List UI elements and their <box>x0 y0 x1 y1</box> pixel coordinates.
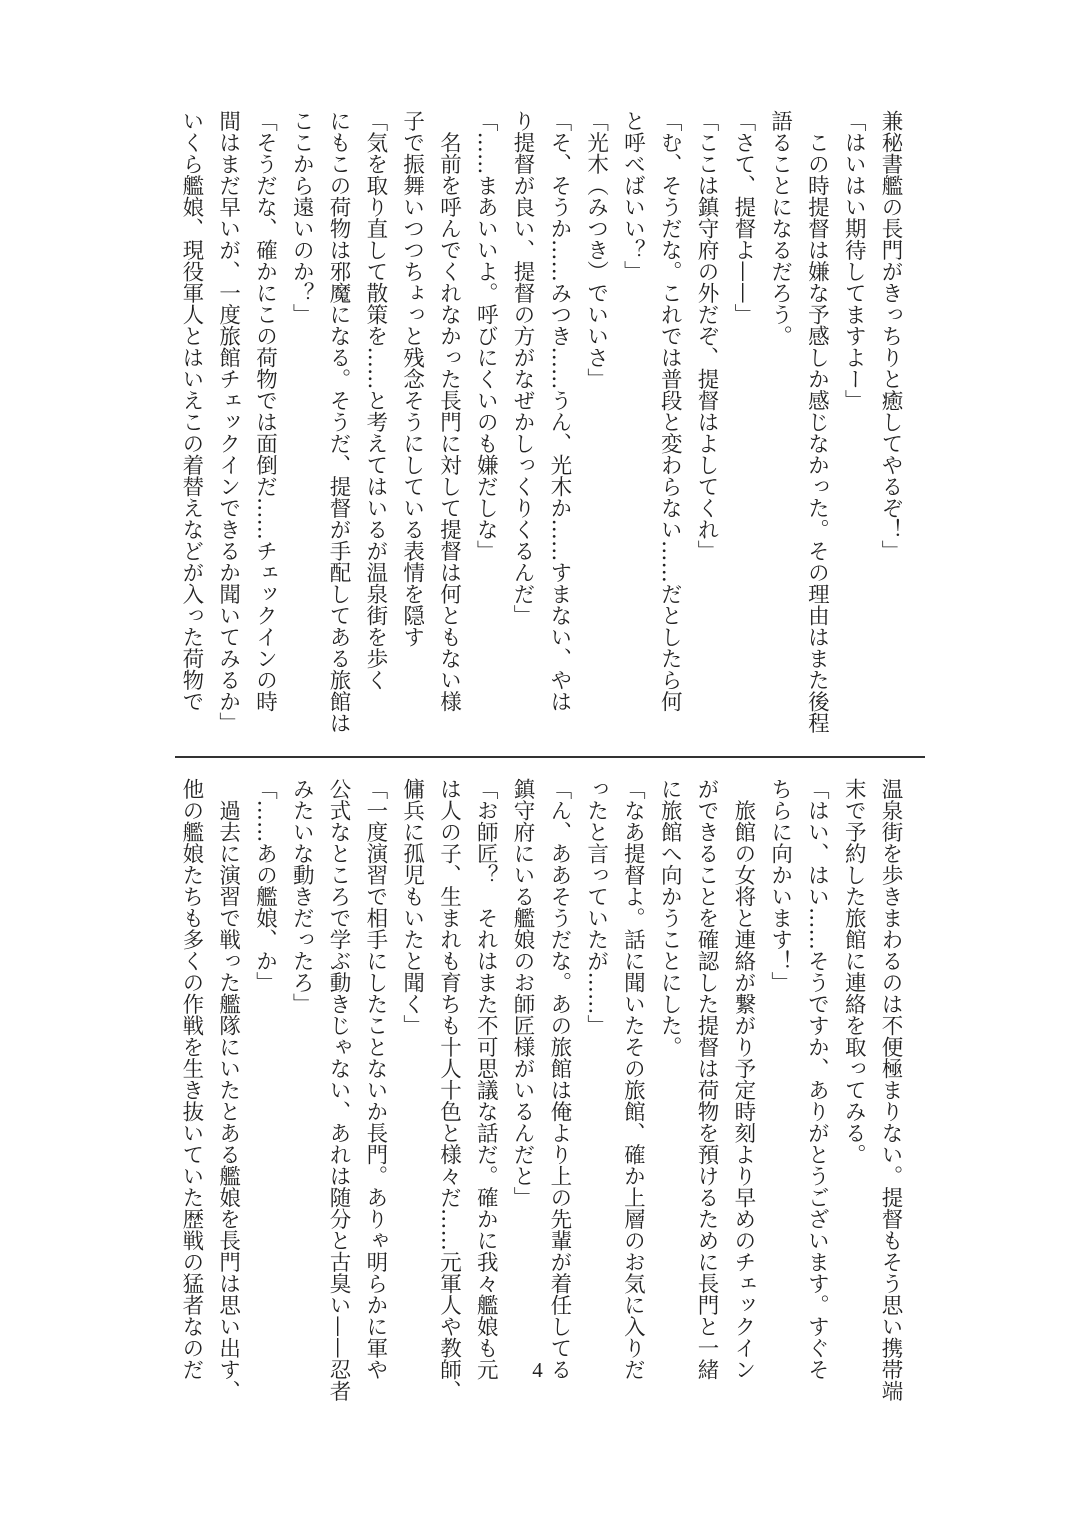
text-column: にもこの荷物は邪魔になる。そうだ、提督が手配してある旅館は <box>326 110 352 734</box>
text-column: 「はい、はい……そうですか、ありがとうございます。すぐそ <box>804 778 830 1380</box>
text-column: 公式なところで学ぶ動きじゃない、あれは随分と古臭い——忍者 <box>326 778 352 1402</box>
text-column: 鎮守府にいる艦娘のお師匠様がいるんだと」 <box>510 778 536 1208</box>
text-column: いくら艦娘、現役軍人とはいえこの着替えなどが入った荷物で <box>178 110 204 712</box>
text-column: 「ん、ああそうだな。あの旅館は俺より上の先輩が着任してる <box>546 778 572 1380</box>
text-column: り提督が良い、提督の方がなぜかしっくりくるんだ」 <box>510 110 536 626</box>
text-column: ができることを確認した提督は荷物を預けるために長門と一緒 <box>694 778 720 1380</box>
text-column: と呼べばいい？」 <box>620 110 646 282</box>
text-column: 旅館の女将と連絡が繋がり予定時刻より早めのチェックイン <box>730 778 756 1380</box>
text-column: 傭兵に孤児もいたと聞く」 <box>399 778 425 1036</box>
section-divider <box>175 756 925 758</box>
text-column: 「ここは鎮守府の外だぞ、提督はよしてくれ」 <box>694 110 720 562</box>
text-column: 「さて、提督よ——」 <box>730 110 756 325</box>
text-column: 温泉街を歩きまわるのは不便極まりない。提督もそう思い携帯端 <box>878 778 903 1402</box>
text-column: 「……あの艦娘、か」 <box>252 778 278 993</box>
page-number: 4 <box>532 1358 543 1382</box>
text-column: 「一度演習で相手にしたことないか長門。ありゃ明らかに軍や <box>362 778 388 1380</box>
text-column: ったと言っていたが……」 <box>583 778 609 1036</box>
text-column: ちらに向かいます！」 <box>767 778 793 993</box>
text-column: 過去に演習で戦った艦隊にいたとある艦娘を長門は思い出す、 <box>215 778 241 1402</box>
text-column: 兼秘書艦の長門がきっちりと癒してやるぞ！」 <box>878 110 903 562</box>
text-column: 他の艦娘たちも多くの作戦を生き抜いていた歴戦の猛者なのだ <box>178 778 204 1380</box>
text-column: は人の子、生まれも育ちも十人十色と様々だ……元軍人や教師、 <box>436 778 462 1402</box>
text-column: ここから遠いのか？」 <box>289 110 315 325</box>
text-column: 間はまだ早いが、一度旅館チェックインできるか聞いてみるか」 <box>215 110 241 734</box>
text-column: 「そうだな、確かにこの荷物では面倒だ……チェックインの時 <box>252 110 278 712</box>
text-column: 「はいはい期待してますよー」 <box>841 110 867 411</box>
text-column: 末で予約した旅館に連絡を取ってみる。 <box>841 778 867 1165</box>
text-block-bottom <box>172 778 908 1402</box>
text-column: 「そ、そうか……みつき……うん、光木か……すまない、やは <box>546 110 572 712</box>
text-column: みたいな動きだったろ」 <box>289 778 315 1015</box>
text-column: 「なあ提督よ。話に聞いたその旅館、確か上層のお気に入りだ <box>620 778 646 1380</box>
text-column: この時提督は嫌な予感しか感じなかった。その理由はまた後程 <box>804 110 830 734</box>
text-column: 「……まあいいよ。呼びにくいのも嫌だしな」 <box>473 110 499 562</box>
text-column: 語ることになるだろう。 <box>767 110 793 347</box>
text-column: 「光木（みつき）でいいさ」 <box>583 110 609 390</box>
text-column: 「気を取り直して散策を……と考えてはいるが温泉街を歩く <box>362 110 388 691</box>
text-column: 子で振舞いつつちょっと残念そうにしている表情を隠す <box>399 110 425 648</box>
text-column: 名前を呼んでくれなかった長門に対して提督は何ともない様 <box>436 110 462 712</box>
text-block-top <box>172 110 908 740</box>
text-column: 「む、そうだな。これでは普段と変わらない……だとしたら何 <box>657 110 683 712</box>
text-column: 「お師匠？ それはまた不可思議な話だ。確かに我々艦娘も元 <box>473 778 499 1380</box>
text-column: に旅館へ向かうことにした。 <box>657 778 683 1058</box>
